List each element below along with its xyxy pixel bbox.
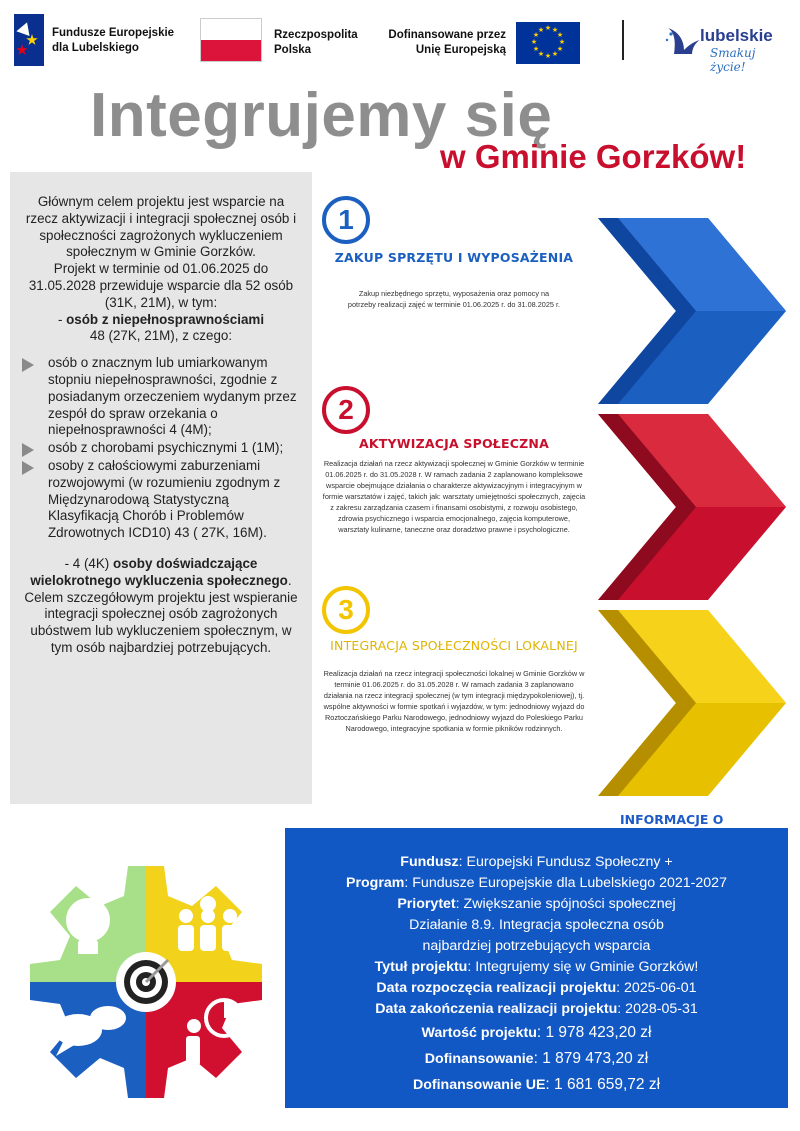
chevron-arrow-icon	[598, 414, 786, 600]
rzeczpospolita-logo	[200, 18, 380, 66]
info-end-date: Data zakończenia realizacji projektu: 2028-05-31	[375, 1001, 698, 1017]
logo-bar	[14, 14, 786, 74]
project-description-panel	[10, 172, 312, 804]
svg-text:★: ★	[530, 38, 538, 46]
svg-text:★: ★	[556, 31, 564, 39]
disabled-count: 48 (27K, 21M), z czego:	[89, 328, 233, 344]
list-item: osób z chorobami psychicznymi 1 (1M);	[22, 440, 300, 457]
step-description-1: Zakup niezbędnego sprzętu, wyposażenia oraz pomocy na potrzeby realizacji zajęć w terminie 01.06.2025 r. do 31.08.2025 r.	[347, 289, 561, 309]
polish-flag-icon	[200, 18, 262, 62]
step-number-2: 2	[322, 386, 370, 434]
info-project-title: Tytuł projektu: Integrujemy się w Gminie Gorzków!	[374, 959, 699, 975]
disabled-breakdown-list	[22, 355, 300, 542]
step-heading-1: ZAKUP SPRZĘTU I WYPOSAŻENIA	[334, 250, 574, 265]
svg-text:★: ★	[551, 26, 559, 34]
rp-text-line1: Rzeczpospolita	[274, 29, 358, 41]
step-heading-3: INTEGRACJA SPOŁECZNOŚCI LOKALNEJ	[330, 638, 578, 653]
disabled-line: - osób z niepełnosprawnościami 48 (27K, 21M), z czego:	[57, 311, 265, 344]
step-number-3: 3	[322, 586, 370, 634]
eu-flag-icon	[516, 22, 580, 64]
target-icon	[124, 960, 168, 1004]
triangle-bullet-icon	[22, 461, 34, 475]
eu-text-line2: Unię Europejską	[415, 44, 506, 56]
fe-mark-icon	[14, 14, 44, 66]
lubelskie-name: lubelskie	[700, 26, 773, 45]
goal-text: Celem szczegółowym projektu jest wspieranie integracji społecznej osób zagrożonych ubóstwem lub wykluczeniem społecznym, w tym osób najbardziej potrzebujących.	[24, 589, 298, 655]
step-1	[318, 196, 590, 336]
info-start-date: Data rozpoczęcia realizacji projektu: 2025-06-01	[376, 980, 697, 996]
fundusze-europejskie-logo	[14, 14, 184, 68]
info-heading: INFORMACJE O	[620, 812, 724, 827]
rp-text-line2: Polska	[274, 44, 312, 56]
gear-icon	[16, 850, 276, 1112]
svg-text:★: ★	[544, 52, 552, 60]
info-priority: Priorytet: Zwiększanie spójności społecznej	[397, 896, 676, 912]
step-heading-2: AKTYWIZACJA SPOŁECZNA	[359, 436, 549, 451]
svg-text:★: ★	[558, 38, 566, 46]
period-text: Projekt w terminie od 01.06.2025 do 31.05.2028 przewiduje wsparcie dla 52 osób (31K, 21M), w tym:	[28, 261, 294, 310]
lubelskie-logo	[662, 18, 786, 74]
page-title: Integrujemy się	[90, 81, 553, 150]
step-number-1: 1	[322, 196, 370, 244]
multi-exclusion-line: - 4 (4K) osoby doświadczające wielokrotnego wykluczenia społecznego.	[30, 555, 292, 588]
list-item: osób o znacznym lub umiarkowanym stopniu niepełnosprawności, zgodnie z posiadanym orzeczeniem wydanym przez zespół do spraw orzekania o niepełnosprawności 4 (4M);	[22, 355, 300, 439]
svg-text:★: ★	[532, 31, 540, 39]
project-info-box	[285, 828, 788, 1108]
svg-text:★: ★	[532, 45, 540, 53]
lubelskie-slogan: Smakuj życie!	[710, 46, 756, 74]
page-subtitle: w Gminie Gorzków!	[440, 138, 747, 175]
info-cofinancing-eu: Dofinansowanie UE: 1 681 659,72 zł	[412, 1076, 661, 1093]
chevron-arrow-icon	[598, 218, 786, 404]
list-item: osoby z całościowymi zaburzeniami rozwojowymi (w rozumieniu zgodnym z Międzynarodową Statystyczną Klasyfikacją Chorób i Problemów Zdrowotnych ICD10) 43 ( 27K, 16M).	[22, 458, 300, 542]
svg-text:★: ★	[544, 24, 552, 32]
eu-cofinance-logo	[386, 18, 586, 66]
fe-text-line2: dla Lubelskiego	[52, 42, 139, 54]
intro-text: Głównym celem projektu jest wsparcie na rzecz aktywizacji i integracji społecznej osób i społeczności zagrożonych wykluczeniem społecznym w Gminie Gorzków.	[25, 194, 297, 260]
triangle-bullet-icon	[22, 443, 34, 457]
step-description-2: Realizacja działań na rzecz aktywizacji społecznej w Gminie Gorzków w terminie 01.06.2025 r. do 31.05.2028 r. W ramach zadania 2 zaplanowano kompleksowe wsparcie obejmujące działania o charakterze aktywizacyjnym i integracyjnym w formie warsztatów i zajęć, takich jak: warsztaty umiejętności społecznych, zajęcia z zakresu zarządzania czasem i finansami osobistymi, z rozwoju osobistego, zdrowia psychicznego i wsparcia emocjonalnego, zajęcia komputerowe, warsztaty kulinarne, taneczne oraz doradztwo prawne i psychologiczne.	[322, 459, 586, 534]
info-project-value: Wartość projektu: 1 978 423,20 zł	[421, 1024, 652, 1041]
svg-text:★: ★	[556, 45, 564, 53]
multi-exclusion-bold: osoby doświadczające wielokrotnego wykluczenia społecznego	[30, 555, 288, 588]
step-2	[318, 386, 590, 576]
info-action-line2: najbardziej potrzebujących wsparcia	[422, 938, 651, 954]
step-3	[318, 586, 590, 766]
lubelskie-mark-icon	[662, 24, 702, 60]
info-fund: Fundusz: Europejski Fundusz Społeczny +	[400, 854, 673, 870]
logo-separator	[622, 20, 624, 60]
triangle-bullet-icon	[22, 358, 34, 372]
info-program: Program: Fundusze Europejskie dla Lubelskiego 2021-2027	[346, 875, 727, 891]
chevron-arrow-icon	[598, 610, 786, 796]
fe-text-line1: Fundusze Europejskie	[52, 27, 175, 39]
svg-text:★: ★	[537, 50, 545, 58]
eu-text-line1: Dofinansowane przez	[388, 29, 506, 41]
info-cofinancing: Dofinansowanie: 1 879 473,20 zł	[424, 1050, 649, 1067]
disabled-bold: osób z niepełnosprawnościami	[66, 311, 265, 327]
svg-text:★: ★	[551, 50, 559, 58]
step-description-3: Realizacja działań na rzecz integracji społeczności lokalnej w Gminie Gorzków w terminie 01.06.2025 r. do 31.05.2028 r. W ramach zadania 3 zaplanowano działania na rzecz integracji społecznej (w tym integracji międzypokoleniowej), tj. wspólne aktywności w formie spotkań i wyjazdów, w tym: jednodniowy wyjazd do Roztoczańskiego Parku Narodowego, jednodniowy wyjazd do Poleskiego Parku Narodowego, integracyjne spotkania w formie pikników rodzinnych.	[323, 669, 585, 733]
info-action-line1: Działanie 8.9. Integracja społeczna osób	[409, 917, 664, 933]
svg-text:★: ★	[537, 26, 545, 34]
